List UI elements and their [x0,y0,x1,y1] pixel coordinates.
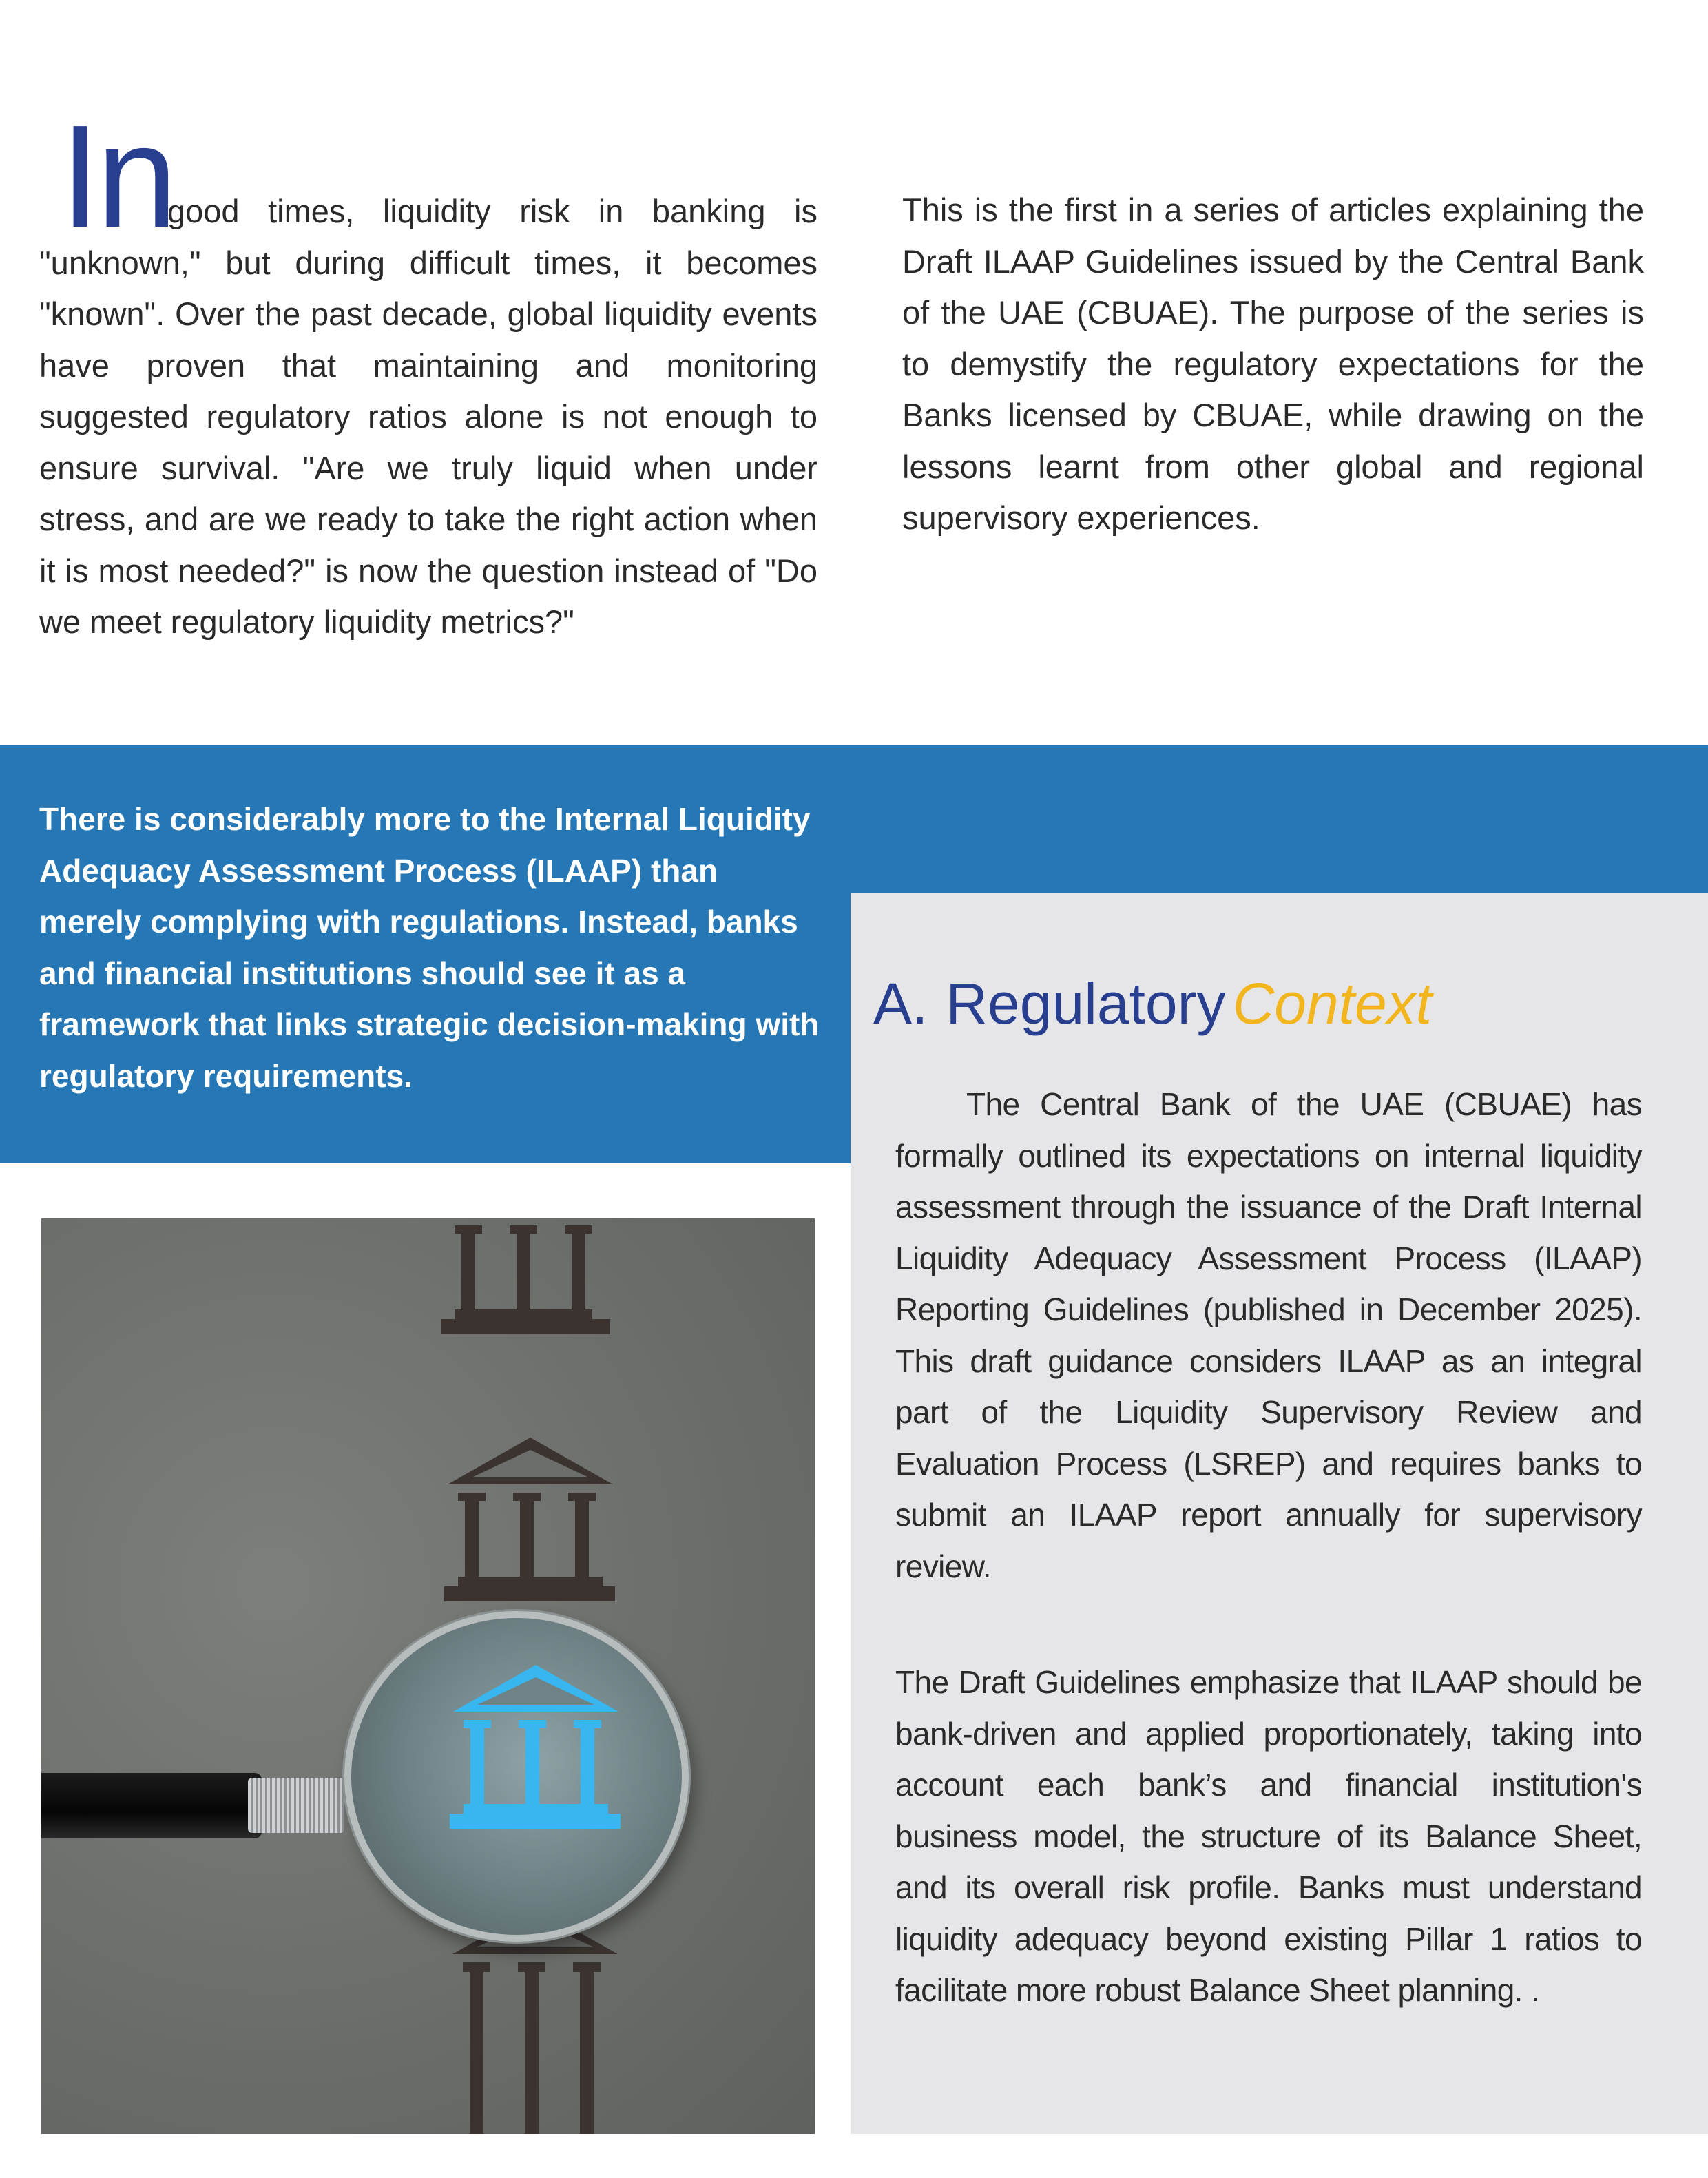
intro-paragraph-right: This is the first in a series of articles explaining the Draft ILAAP Guidelines issued by the Central Bank of the UAE (CBUAE). The purpose of the series is to demystify the regulatory expectations for the Banks licensed by CBUAE, while drawing on the lessons learnt from other global and regional supervisory experiences. [902,191,1644,536]
section-heading [873,959,1432,1048]
magnifier-ferrule [248,1778,344,1833]
pull-quote: There is considerably more to the Internal Liquidity Adequacy Assessment Process (ILAAP) than merely complying with regulations. Instead, banks and financial institutions should see it as a framework that links strategic decision-making with regulatory requirements. [39,801,820,1094]
section-title-main: Regulatory [946,971,1226,1036]
drop-cap: In [60,94,174,258]
context-paragraph-2: The Draft Guidelines emphasize that ILAAP should be bank-driven and applied proportionately, taking into account each bank’s and financial institution's business model, the structure of its Balance Sheet, and its overall risk profile. Banks must understand liquidity adequacy beyond existing Pillar 1 ratios to facilitate more robust Balance Sheet planning. . [895,1664,1642,2008]
magnifier-handle [41,1773,262,1838]
context-paragraph-1: The Central Bank of the UAE (CBUAE) has formally outlined its expectations on internal liquidity assessment through the issuance of the Draft Internal Liquidity Adequacy Assessment Process (ILAAP) Reporting Guidelines (published in December 2025). This draft guidance considers ILAAP as an integral part of the Liquidity Supervisory Review and Evaluation Process (LSREP) and requires banks to submit an ILAAP report annually for supervisory review. [895,1086,1642,1584]
intro-paragraph-left [39,94,817,648]
bank-icon [441,1218,613,1342]
bank-icon [444,1438,616,1603]
intro-left-text: good times, liquidity risk in banking is "unknown," but during difficult times, it becomes "known". Over the past decade, global liquidity events have proven that maintaining and monitoring suggested regulatory ratios alone is not enough to ensure survival. "Are we truly liquid when under stress, and are we ready to take the right action when it is most needed?" is now the question instead of "Do we meet regulatory liquidity metrics?" [39,193,817,640]
bank-icon [449,1907,621,2134]
section-title-accent: Context [1232,971,1433,1036]
section-number: A. [873,971,928,1036]
highlighted-bank-icon [450,1665,622,1830]
magnifying-glass-photo [41,1218,815,2134]
